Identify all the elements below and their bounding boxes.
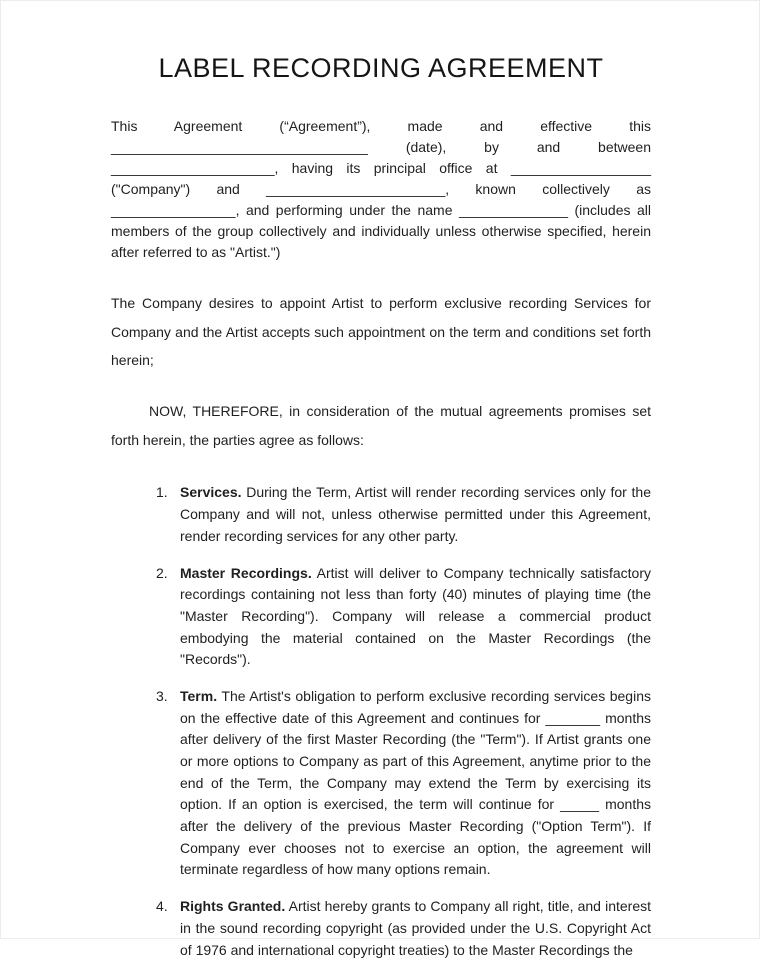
- list-item-number: 1.: [156, 484, 168, 501]
- list-item-services: [156, 482, 651, 547]
- list-item-text: [180, 563, 651, 671]
- list-item-master-recordings: [156, 563, 651, 671]
- list-item-heading: Services.: [180, 484, 242, 501]
- list-item-term: [156, 686, 651, 881]
- list-item-body: During the Term, Artist will render recording services only for the Company and will not, unless otherwise permitted under this Agreement, render recording services for any other party.: [180, 484, 651, 544]
- list-item-number: 4.: [156, 898, 168, 915]
- list-item-number: 3.: [156, 687, 168, 704]
- list-item-rights-granted: [156, 896, 651, 961]
- list-item-body: Artist will deliver to Company technically satisfactory recordings containing not less than forty (40) minutes of playing time (the "Master Recording"). Company will release a commercial product embodying the material contained on the Master Recordings (the "Records").: [180, 564, 651, 668]
- list-item-heading: Term.: [180, 687, 218, 704]
- list-item-heading: Master Recordings.: [180, 564, 312, 581]
- document-title: LABEL RECORDING AGREEMENT: [158, 53, 604, 83]
- list-item-body: Artist hereby grants to Company all right, title, and interest in the sound recording copyright (as provided under the U.S. Copyright Act of 1976 and international copyright treaties) to the Master Recordings the: [180, 898, 651, 958]
- list-item-text: [180, 482, 651, 547]
- intro-paragraph: This Agreement (“Agreement”), made and effective this _________________________________ (date), by and between _____________________, having its principal office at __________________ ("Company") and _______________________, known collectively as ________________, and performing under the name ______________ (includes all members of the group collectively and individually unless otherwise specified, herein after referred to as "Artist."): [111, 118, 651, 260]
- list-item-body: The Artist's obligation to perform exclusive recording services begins on the effective date of this Agreement and continues for _______ months after delivery of the first Master Recording (the "Term"). If Artist grants one or more options to Company as part of this Agreement, anytime prior to the end of the Term, the Company may extend the Term by exercising its option. If an option is exercised, the term will continue for _____ months after the delivery of the previous Master Recording ("Option Term"). If Company ever chooses not to exercise an option, the agreement will terminate regardless of how many options remain.: [180, 687, 651, 878]
- recitals-paragraph: The Company desires to appoint Artist to perform exclusive recording Services for Company and the Artist accepts such appointment on the term and conditions set forth herein;: [111, 295, 651, 369]
- now-therefore-paragraph: NOW, THEREFORE, in consideration of the mutual agreements promises set forth herein, the parties agree as follows:: [111, 403, 651, 448]
- list-item-text: [180, 686, 651, 881]
- list-item-text: [180, 896, 651, 961]
- numbered-list: [156, 482, 651, 961]
- list-item-heading: Rights Granted.: [180, 898, 286, 915]
- list-item-number: 2.: [156, 564, 168, 581]
